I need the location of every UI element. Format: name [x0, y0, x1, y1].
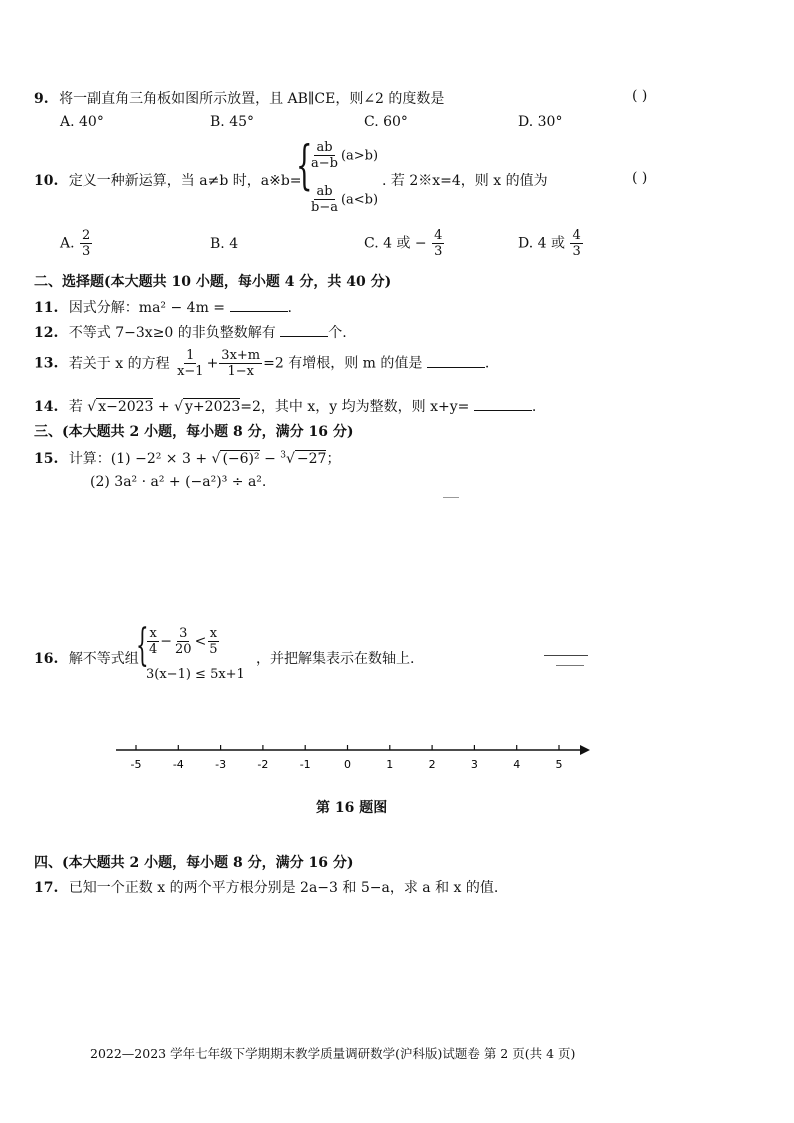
- q10-option-a-den: 3: [82, 244, 91, 259]
- q16-text-b: ，并把解集表示在数轴上.: [256, 651, 415, 667]
- q10-text-b: . 若 2※x=4，则 x 的值为: [382, 173, 548, 189]
- q16-frac-2: [173, 626, 194, 657]
- q16-frac1-den: 4: [149, 642, 158, 657]
- q16-minus: −: [160, 633, 173, 650]
- q15-radicand-2: −27: [296, 451, 327, 467]
- q14-answer-blank[interactable]: [474, 396, 532, 411]
- q10-case1-den: a−b: [311, 156, 338, 171]
- q10-option-b: B. 4: [210, 236, 239, 252]
- q13-fraction-2: [219, 348, 262, 379]
- number-line-label: -5: [130, 758, 142, 771]
- q10-case2-num: ab: [316, 184, 333, 199]
- q15-radicand-1: (−6)²: [222, 451, 260, 467]
- q9: [34, 88, 444, 108]
- q10-option-c-num: 4: [434, 228, 443, 243]
- q16-inequality-2: 3(x−1) ≤ 5x+1: [146, 667, 245, 682]
- q15-root-index: 3: [280, 450, 286, 461]
- q10-option-a-fraction: [80, 228, 92, 259]
- q10-case2-cond: (a<b): [340, 192, 379, 208]
- q16-figure-caption: 第 16 题图: [316, 800, 388, 816]
- number-line-label: 2: [428, 758, 436, 771]
- q10-case-1: [308, 140, 378, 171]
- q10-case1-cond: (a>b): [340, 148, 379, 164]
- q16-frac2-den: 20: [175, 642, 192, 657]
- q12-text: 不等式 7−3x≥0 的非负整数解有: [68, 325, 276, 341]
- number-line-label: 1: [386, 758, 394, 771]
- section-4-heading: 四、(本大题共 2 小题，每小题 8 分，满分 16 分): [34, 855, 354, 871]
- q15-line1-end: ；: [326, 451, 341, 467]
- section-2-heading: 二、选择题(本大题共 10 小题，每小题 4 分，共 40 分): [34, 274, 392, 290]
- section-3-heading: 三、(本大题共 2 小题，每小题 8 分，满分 16 分): [34, 424, 354, 440]
- q16-frac3-num: x: [209, 626, 218, 641]
- scan-mark: [443, 497, 459, 498]
- q10-case2-fraction: [309, 184, 340, 215]
- number-line-label: 5: [555, 758, 563, 771]
- q14-text-a: 若: [68, 399, 83, 415]
- q16-inequality-1: [146, 626, 221, 657]
- q10-option-d: [518, 228, 584, 259]
- q11-end: .: [287, 300, 292, 316]
- scan-mark: [556, 665, 584, 666]
- q15-number: 15.: [34, 451, 59, 467]
- q10-option-c-label: C. 4 或 −: [364, 235, 427, 252]
- q10-option-c-den: 3: [434, 244, 443, 259]
- q14-sqrt-1: √ x−2023: [87, 399, 154, 415]
- scan-mark: [544, 655, 588, 656]
- q9-option-b: B. 45°: [210, 114, 255, 130]
- q15-line1-a: 计算：(1) −2² × 3 +: [68, 451, 208, 467]
- q12-number: 12.: [34, 325, 59, 341]
- q16-number-line: [110, 738, 600, 778]
- number-line-arrow: [580, 745, 590, 755]
- q15-sqrt: √ (−6)²: [211, 451, 260, 467]
- q10-text-a: 定义一种新运算，当 a≠b 时，a※b=: [68, 173, 302, 189]
- q11-number: 11.: [34, 300, 59, 316]
- q9-option-d: D. 30°: [518, 114, 563, 130]
- number-line-label: -3: [215, 758, 227, 771]
- q14-radicand-1: x−2023: [98, 399, 154, 415]
- q10-case2-den: b−a: [311, 200, 338, 215]
- q16-text-a: 解不等式组: [68, 651, 139, 667]
- q12: [34, 322, 347, 342]
- number-line-label: 0: [344, 758, 351, 771]
- q14-text-b: =2，其中 x，y 均为整数，则 x+y=: [240, 399, 470, 415]
- q9-number: 9.: [34, 91, 49, 107]
- q17-text: 已知一个正数 x 的两个平方根分别是 2a−3 和 5−a，求 a 和 x 的值.: [68, 880, 499, 896]
- number-line-label: -1: [299, 758, 311, 771]
- q11-text: 因式分解：ma² − 4m =: [68, 300, 226, 316]
- q10-case1-num: ab: [316, 140, 333, 155]
- number-line-label: -2: [257, 758, 269, 771]
- q10-option-d-fraction: [570, 228, 582, 259]
- q12-answer-blank[interactable]: [280, 322, 328, 337]
- q16-frac-3: [207, 626, 219, 657]
- q13-number: 13.: [34, 355, 59, 372]
- q16-number: 16.: [34, 651, 59, 667]
- q17-number: 17.: [34, 880, 59, 896]
- q10-option-d-label: D. 4 或: [518, 235, 565, 252]
- q13: [34, 348, 489, 379]
- q10-option-a-label: A.: [60, 235, 75, 252]
- q13-f2-num: 3x+m: [221, 348, 261, 363]
- q16-frac1-num: x: [149, 626, 157, 641]
- q10-option-a-num: 2: [82, 228, 91, 243]
- q15-line1-b: −: [259, 451, 276, 467]
- q16-frac2-num: 3: [179, 626, 188, 641]
- q10-option-d-num: 4: [572, 228, 581, 243]
- q9-text: 将一副直角三角板如图所示放置，且 AB∥CE，则∠2 的度数是: [59, 91, 445, 107]
- q14-number: 14.: [34, 399, 59, 415]
- q15-line-2: (2) 3a² · a² + (−a²)³ ÷ a².: [90, 474, 267, 490]
- q10-option-c-fraction: [432, 228, 444, 259]
- q10-brace: {: [296, 136, 313, 196]
- q13-f1-den: x−1: [177, 364, 204, 379]
- q9-answer-paren: ( ): [632, 88, 648, 104]
- q16-less-than: <: [194, 633, 207, 650]
- q16-frac-1: [147, 626, 159, 657]
- q10-option-c: [364, 228, 445, 259]
- q14-end: .: [531, 399, 537, 415]
- q13-text-a: 若关于 x 的方程: [68, 355, 170, 372]
- q13-plus: +: [206, 355, 219, 372]
- q17: [34, 877, 498, 897]
- q13-text-b: =2 有增根，则 m 的值是: [263, 355, 423, 372]
- q13-f1-num: 1: [186, 348, 195, 363]
- q14-radicand-2: y+2023: [185, 399, 241, 415]
- q10-case-2: [308, 184, 378, 215]
- q16-frac3-den: 5: [209, 642, 218, 657]
- q11-answer-blank[interactable]: [230, 297, 288, 312]
- q16-stem: [34, 648, 139, 668]
- q10-stem: [34, 170, 302, 190]
- page-footer: 2022—2023 学年七年级下学期期末教学质量调研数学(沪科版)试题卷 第 2 页(共 4 页): [90, 1046, 576, 1061]
- q10-option-a: [60, 228, 93, 259]
- q14-sqrt-2: √ y+2023: [174, 399, 241, 415]
- q13-answer-blank[interactable]: [427, 353, 485, 368]
- q10-number: 10.: [34, 173, 59, 189]
- q13-fraction-1: [175, 348, 206, 379]
- number-line-label: -4: [172, 758, 184, 771]
- q13-f2-den: 1−x: [227, 364, 254, 379]
- q10-option-d-den: 3: [572, 244, 581, 259]
- q14-plus: +: [153, 399, 175, 415]
- q9-option-c: C. 60°: [364, 114, 408, 130]
- q12-end: 个.: [328, 325, 347, 341]
- number-line-label: 4: [513, 758, 521, 771]
- q10-answer-paren: ( ): [632, 170, 648, 186]
- q15-line-1: [34, 448, 340, 468]
- q13-end: .: [484, 355, 490, 372]
- q9-option-a: A. 40°: [60, 114, 104, 130]
- number-line-ticks: [131, 745, 563, 771]
- q10-case1-fraction: [309, 140, 340, 171]
- number-line-label: 3: [470, 758, 478, 771]
- q14: [34, 396, 536, 416]
- q11: [34, 297, 292, 317]
- q16-brace: {: [136, 620, 149, 671]
- q15-cube-root: $^3$√ −27: [280, 450, 327, 467]
